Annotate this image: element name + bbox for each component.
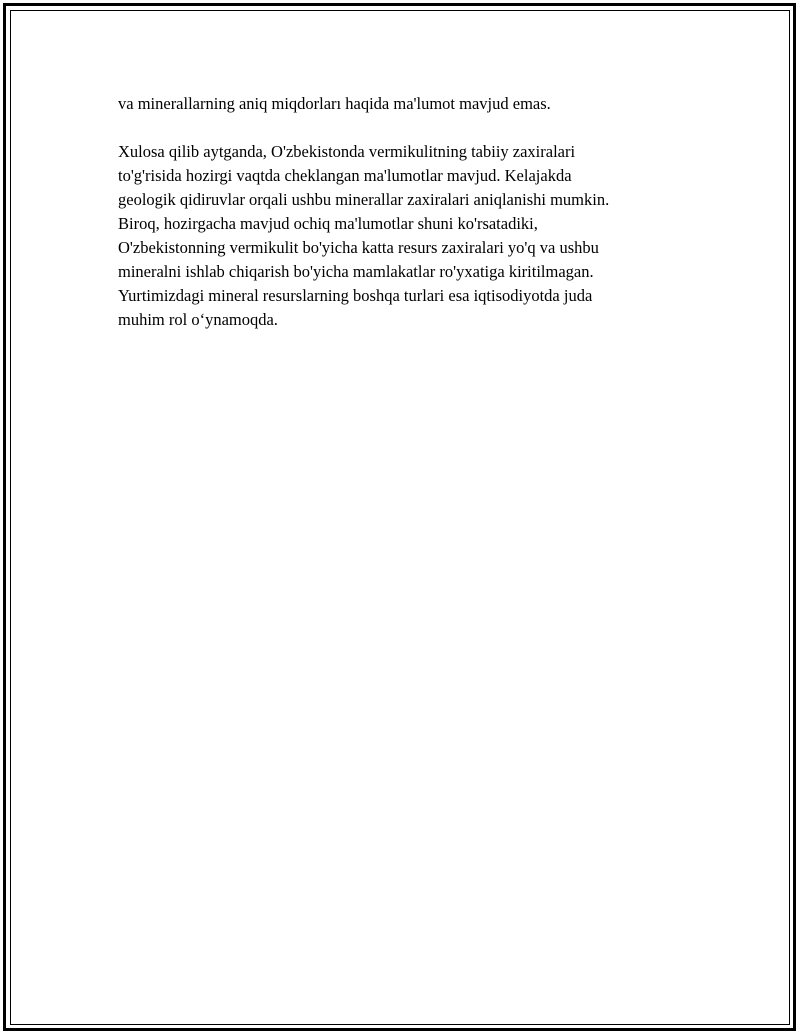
text-line: Biroq, hozirgacha mavjud ochiq ma'lumotlar shuni ko'rsatadiki, [118, 214, 538, 233]
text-line: va minerallarning aniq miqdorları haqida ma'lumot mavjud emas. [118, 94, 551, 113]
paragraph-conclusion [118, 140, 678, 332]
text-line: muhim rol o‘ynamoqda. [118, 310, 278, 329]
text-line: O'zbekistonning vermikulit bo'yicha katta resurs zaxiralari yo'q va ushbu [118, 238, 599, 257]
document-body [118, 92, 678, 332]
paragraph-spacer [118, 116, 678, 140]
text-line: to'g'risida hozirgi vaqtda cheklangan ma'lumotlar mavjud. Kelajakda [118, 166, 572, 185]
text-line: mineralni ishlab chiqarish bo'yicha mamlakatlar ro'yxatiga kiritilmagan. [118, 262, 594, 281]
text-line: Yurtimizdagi mineral resurslarning boshqa turlari esa iqtisodiyotda juda [118, 286, 593, 305]
paragraph-continuation [118, 92, 678, 116]
text-line: Xulosa qilib aytganda, O'zbekistonda vermikulitning tabiiy zaxiralari [118, 142, 576, 161]
text-line: geologik qidiruvlar orqali ushbu minerallar zaxiralari aniqlanishi mumkin. [118, 190, 610, 209]
